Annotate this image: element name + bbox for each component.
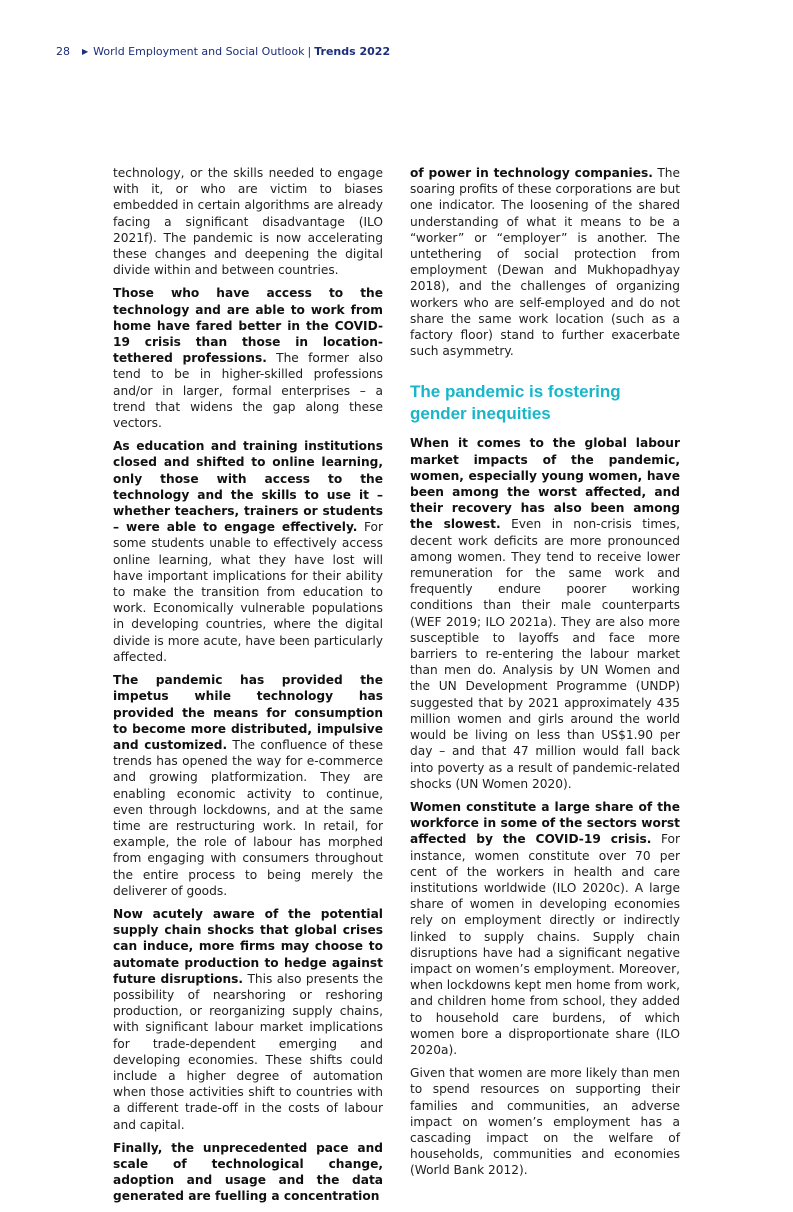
section-heading-line-1: The pandemic is fostering	[410, 382, 621, 402]
left-column	[113, 165, 383, 1212]
section-heading	[410, 381, 680, 425]
paragraph-lead: Now acutely aware of the potential supply chain shocks that global crises can induce, more firms may choose to automate production to hedge against future disruptions.	[113, 906, 383, 986]
running-header	[56, 45, 753, 58]
paragraph-3	[113, 438, 383, 665]
right-column	[410, 165, 680, 1186]
paragraph-lead: As education and training institutions closed and shifted to online learning, only those with access to the technology and the skills to use it – whether teachers, trainers or students – were able to engage effectively.	[113, 439, 383, 535]
publication-title: World Employment and Social Outlook	[93, 45, 305, 58]
paragraph-lead: When it comes to the global labour market impacts of the pandemic, women, especially young women, have been among the worst affected, and their recovery has also been among the slowest.	[410, 436, 680, 532]
paragraph-8	[410, 435, 680, 791]
page-number: 28	[56, 45, 70, 58]
paragraph-9	[410, 799, 680, 1058]
header-separator: |	[307, 45, 312, 58]
paragraph-5	[113, 906, 383, 1133]
paragraph-text: Given that women are more likely than men to spend resources on supporting their families and communities, an adverse impact on women’s employment has a cascading impact on the welfare of households, communities and economies (World Bank 2012).	[410, 1066, 680, 1178]
paragraph-lead: Women constitute a large share of the workforce in some of the sectors worst affected by the COVID-19 crisis.	[410, 799, 680, 847]
section-heading-line-2: gender inequities	[410, 404, 551, 424]
paragraph-lead: Those who have access to the technology and are able to work from home have fared better in the COVID-19 crisis than those in location-tethered professions.	[113, 286, 383, 366]
paragraph-text: The former also tend to be in higher-skilled professions and/or in larger, formal enterprises – a trend that widens the gap along these vectors.	[113, 351, 383, 431]
paragraph-6	[113, 1140, 383, 1205]
paragraph-text: For some students unable to effectively access online learning, what they have lost will have important implications for their ability to make the transition from education to work. Economically vulnerable populations in developing countries, where the digital divide is more acute, have been particularly affected.	[113, 520, 383, 664]
paragraph-lead: of power in technology companies.	[410, 166, 653, 180]
paragraph-4	[113, 672, 383, 899]
paragraph-text: technology, or the skills needed to engage with it, or who are victim to biases embedded in certain algorithms are already facing a significant disadvantage (ILO 2021f). The pandemic is now accelerating these changes and deepening the digital divide within and between countries.	[113, 166, 383, 278]
paragraph-text: The confluence of these trends has opened the way for e-commerce and growing platformization. They are enabling economic activity to continue, even through lockdowns, and at the same time are restructuring work. In retail, for example, the role of labour has morphed from engaging with consumers throughout the entire process to being merely the deliverer of goods.	[113, 737, 383, 898]
paragraph-lead: The pandemic has provided the impetus while technology has provided the means for consumption to become more distributed, impulsive and customized.	[113, 673, 383, 752]
paragraph-text: This also presents the possibility of nearshoring or reshoring production, or reorganizing supply chains, with significant labour market implications for trade-dependent emerging and developing economies. These shifts could include a higher degree of automation when those activities shift to countries with a different trade-off in the costs of labour and capital.	[113, 971, 383, 1132]
paragraph-1	[113, 165, 383, 278]
edition-title: Trends 2022	[314, 45, 391, 58]
triangle-right-icon: ▶	[82, 47, 89, 56]
paragraph-lead: Finally, the unprecedented pace and scale of technological change, adoption and usage and the data generated are fuelling a concentration	[113, 1140, 383, 1204]
paragraph-text: For instance, women constitute over 70 per cent of the workers in health and care institutions worldwide (ILO 2020c). A large share of women in developing economies rely on employment directly or indirectly linked to supply chains. Supply chain disruptions have had a significant negative impact on women’s employment. Moreover, when lockdowns kept men home from work, and children home from school, they added to household care burdens, of which women bore a disproportionate share (ILO 2020a).	[410, 832, 681, 1057]
paragraph-text: The soaring profits of these corporations are but one indicator. The loosening of the shared understanding of what it means to be a “worker” or “employer” is another. The untethering of social protection from employment (Dewan and Mukhopadhyay 2018), and the challenges of organizing workers who are self-employed and do not share the same work location (such as a factory floor) stand to further exacerbate such asymmetry.	[410, 166, 680, 359]
paragraph-2	[113, 285, 383, 431]
paragraph-7	[410, 165, 680, 359]
paragraph-text: Even in non-crisis times, decent work deficits are more pronounced among women. They tend to receive lower remuneration for the same work and frequently endure poorer working conditions than their male counterparts (WEF 2019; ILO 2021a). They are also more susceptible to layoffs and face more barriers to re-entering the labour market than men do. Analysis by UN Women and the UN Development Programme (UNDP) suggested that by 2021 approximately 435 million women and girls around the world would be living on less than US$1.90 per day – and that 47 million would fall back into poverty as a result of pandemic-related shocks (UN Women 2020).	[410, 517, 680, 791]
